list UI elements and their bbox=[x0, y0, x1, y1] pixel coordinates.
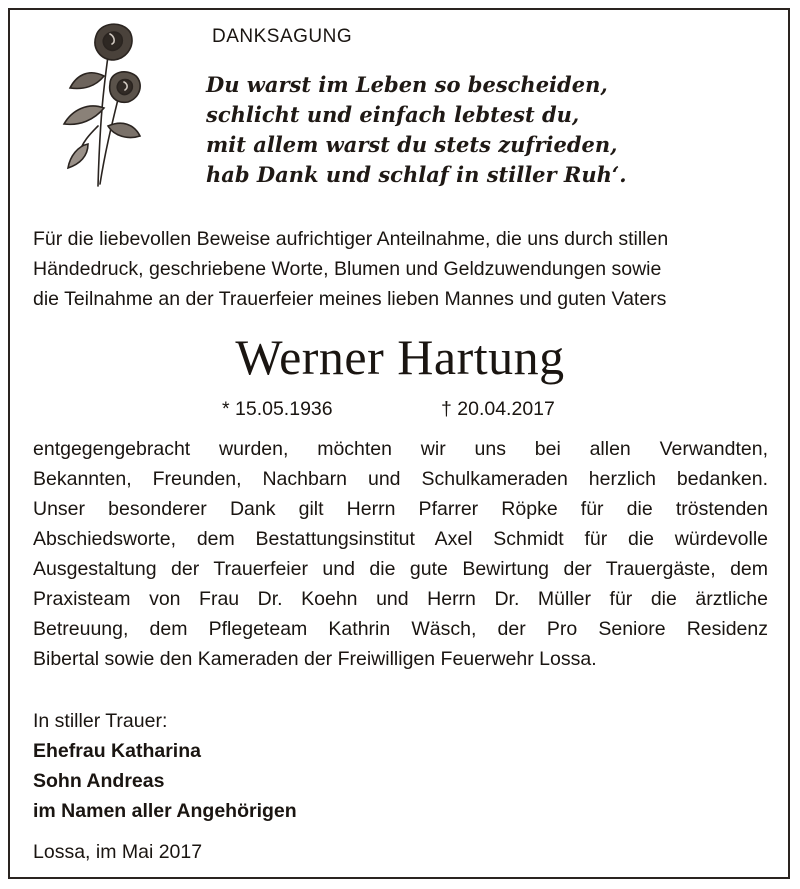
poem bbox=[206, 70, 627, 190]
poem-line: Du warst im Leben so bescheiden, bbox=[206, 72, 608, 97]
rose-illustration-icon bbox=[48, 16, 158, 191]
intro-line: Für die liebevollen Beweise aufrichtiger Anteilnahme, die uns durch stillen bbox=[33, 228, 669, 250]
thanks-line: Bekannten, Freunden, Nachbarn und Schulkameraden herzlich bedanken. bbox=[33, 468, 768, 490]
mourning-intro: In stiller Trauer: bbox=[33, 710, 168, 732]
mourner-name: Sohn Andreas bbox=[33, 770, 165, 792]
birth-date: * 15.05.1936 bbox=[222, 398, 333, 420]
thanks-paragraph bbox=[33, 434, 768, 674]
place-date: Lossa, im Mai 2017 bbox=[33, 841, 203, 863]
poem-line: mit allem warst du stets zufrieden, bbox=[206, 132, 618, 157]
thanks-line: Ausgestaltung der Trauerfeier und die gute Bewirtung der Trauergäste, dem bbox=[33, 558, 768, 580]
thanks-line: Unser besonderer Dank gilt Herrn Pfarrer Röpke für die tröstenden bbox=[33, 498, 768, 520]
deceased-name: Werner Hartung bbox=[235, 329, 565, 385]
poem-line: schlicht und einfach lebtest du, bbox=[206, 102, 580, 127]
intro-line: die Teilnahme an der Trauerfeier meines lieben Mannes und guten Vaters bbox=[33, 288, 667, 310]
death-date: † 20.04.2017 bbox=[441, 398, 555, 420]
mourner-name: Ehefrau Katharina bbox=[33, 740, 201, 762]
intro-line: Händedruck, geschriebene Worte, Blumen und Geldzuwendungen sowie bbox=[33, 258, 662, 280]
header-title: DANKSAGUNG bbox=[212, 26, 353, 47]
thanks-line: Abschiedsworte, dem Bestattungsinstitut Axel Schmidt für die würdevolle bbox=[33, 528, 768, 550]
thanks-line: Betreuung, dem Pflegeteam Kathrin Wäsch, der Pro Seniore Residenz bbox=[33, 618, 768, 640]
thanks-line: Praxisteam von Frau Dr. Koehn und Herrn Dr. Müller für die ärztliche bbox=[33, 588, 768, 610]
mourning-signature bbox=[33, 706, 297, 826]
mourner-name: im Namen aller Angehörigen bbox=[33, 800, 297, 822]
thanks-line: Bibertal sowie den Kameraden der Freiwilligen Feuerwehr Lossa. bbox=[33, 648, 597, 670]
thanks-line: entgegengebracht wurden, möchten wir uns bei allen Verwandten, bbox=[33, 438, 768, 460]
intro-paragraph bbox=[33, 224, 768, 314]
poem-line: hab Dank und schlaf in stiller Ruh‘. bbox=[206, 162, 627, 187]
